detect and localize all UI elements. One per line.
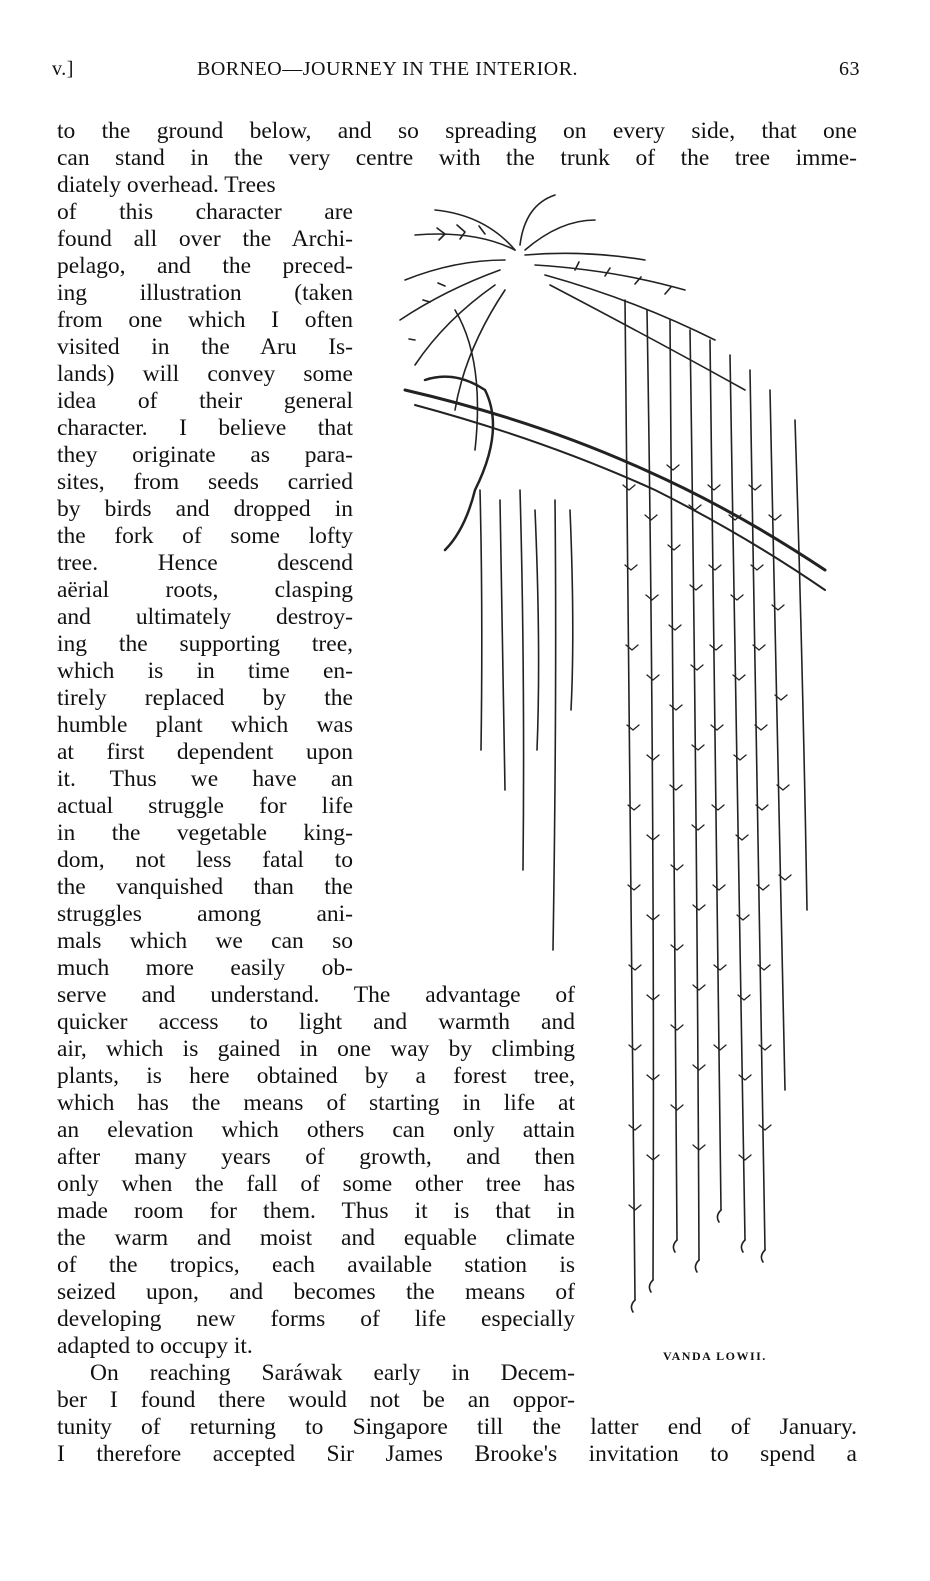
text-line: On reaching Saráwak early in Decem-	[90, 1360, 575, 1386]
running-title: BORNEO—JOURNEY IN THE INTERIOR.	[197, 58, 579, 80]
text-line: ing illustration (taken	[57, 280, 353, 306]
text-line: struggles among ani-	[57, 901, 353, 927]
text-line: mals which we can so	[57, 928, 353, 954]
text-line: found all over the Archi-	[57, 226, 353, 252]
text-line: humble plant which was	[57, 712, 353, 738]
text-line: air, which is gained in one way by climbing	[57, 1036, 575, 1062]
text-line: tree. Hence descend	[57, 550, 353, 576]
text-line: developing new forms of life especially	[57, 1306, 575, 1332]
text-line: only when the fall of some other tree has	[57, 1171, 575, 1197]
text-line: ber I found there would not be an oppor-	[57, 1387, 575, 1413]
text-line: which has the means of starting in life at	[57, 1090, 575, 1116]
text-line: they originate as para-	[57, 442, 353, 468]
text-line: tunity of returning to Singapore till the latter end of January.	[57, 1414, 857, 1440]
text-line: after many years of growth, and then	[57, 1144, 575, 1170]
text-line: character. I believe that	[57, 415, 353, 441]
text-line: of this character are	[57, 199, 353, 225]
text-line: an elevation which others can only attain	[57, 1117, 575, 1143]
page-number: 63	[839, 58, 860, 80]
text-line: actual struggle for life	[57, 793, 353, 819]
text-line: to the ground below, and so spreading on every side, that one	[57, 118, 857, 144]
text-line: can stand in the very centre with the trunk of the tree imme-	[57, 145, 857, 171]
text-line: from one which I often	[57, 307, 353, 333]
text-line: quicker access to light and warmth and	[57, 1009, 575, 1035]
text-line: adapted to occupy it.	[57, 1333, 253, 1359]
text-line: in the vegetable king-	[57, 820, 353, 846]
text-line: ing the supporting tree,	[57, 631, 353, 657]
vanda-lowii-illustration	[385, 190, 835, 1330]
text-line: I therefore accepted Sir James Brooke's invitation to spend a	[57, 1441, 857, 1467]
chapter-number: v.]	[52, 58, 74, 80]
text-line: aërial roots, clasping	[57, 577, 353, 603]
text-line: sites, from seeds carried	[57, 469, 353, 495]
text-line: serve and understand. The advantage of	[57, 982, 575, 1008]
text-line: tirely replaced by the	[57, 685, 353, 711]
text-line: plants, is here obtained by a forest tree,	[57, 1063, 575, 1089]
text-line: it. Thus we have an	[57, 766, 353, 792]
text-line: visited in the Aru Is-	[57, 334, 353, 360]
text-line: much more easily ob-	[57, 955, 353, 981]
text-line: made room for them. Thus it is that in	[57, 1198, 575, 1224]
text-line: pelago, and the preced-	[57, 253, 353, 279]
text-line: lands) will convey some	[57, 361, 353, 387]
text-line: and ultimately destroy-	[57, 604, 353, 630]
text-line: at first dependent upon	[57, 739, 353, 765]
running-header	[52, 58, 860, 88]
text-line: diately overhead. Trees	[57, 172, 276, 198]
text-line: the fork of some lofty	[57, 523, 353, 549]
text-line: of the tropics, each available station is	[57, 1252, 575, 1278]
text-line: the vanquished than the	[57, 874, 353, 900]
text-line: idea of their general	[57, 388, 353, 414]
text-line: seized upon, and becomes the means of	[57, 1279, 575, 1305]
text-line: which is in time en-	[57, 658, 353, 684]
figure-caption: VANDA LOWII.	[663, 1349, 767, 1363]
text-line: the warm and moist and equable climate	[57, 1225, 575, 1251]
text-line: by birds and dropped in	[57, 496, 353, 522]
text-line: dom, not less fatal to	[57, 847, 353, 873]
